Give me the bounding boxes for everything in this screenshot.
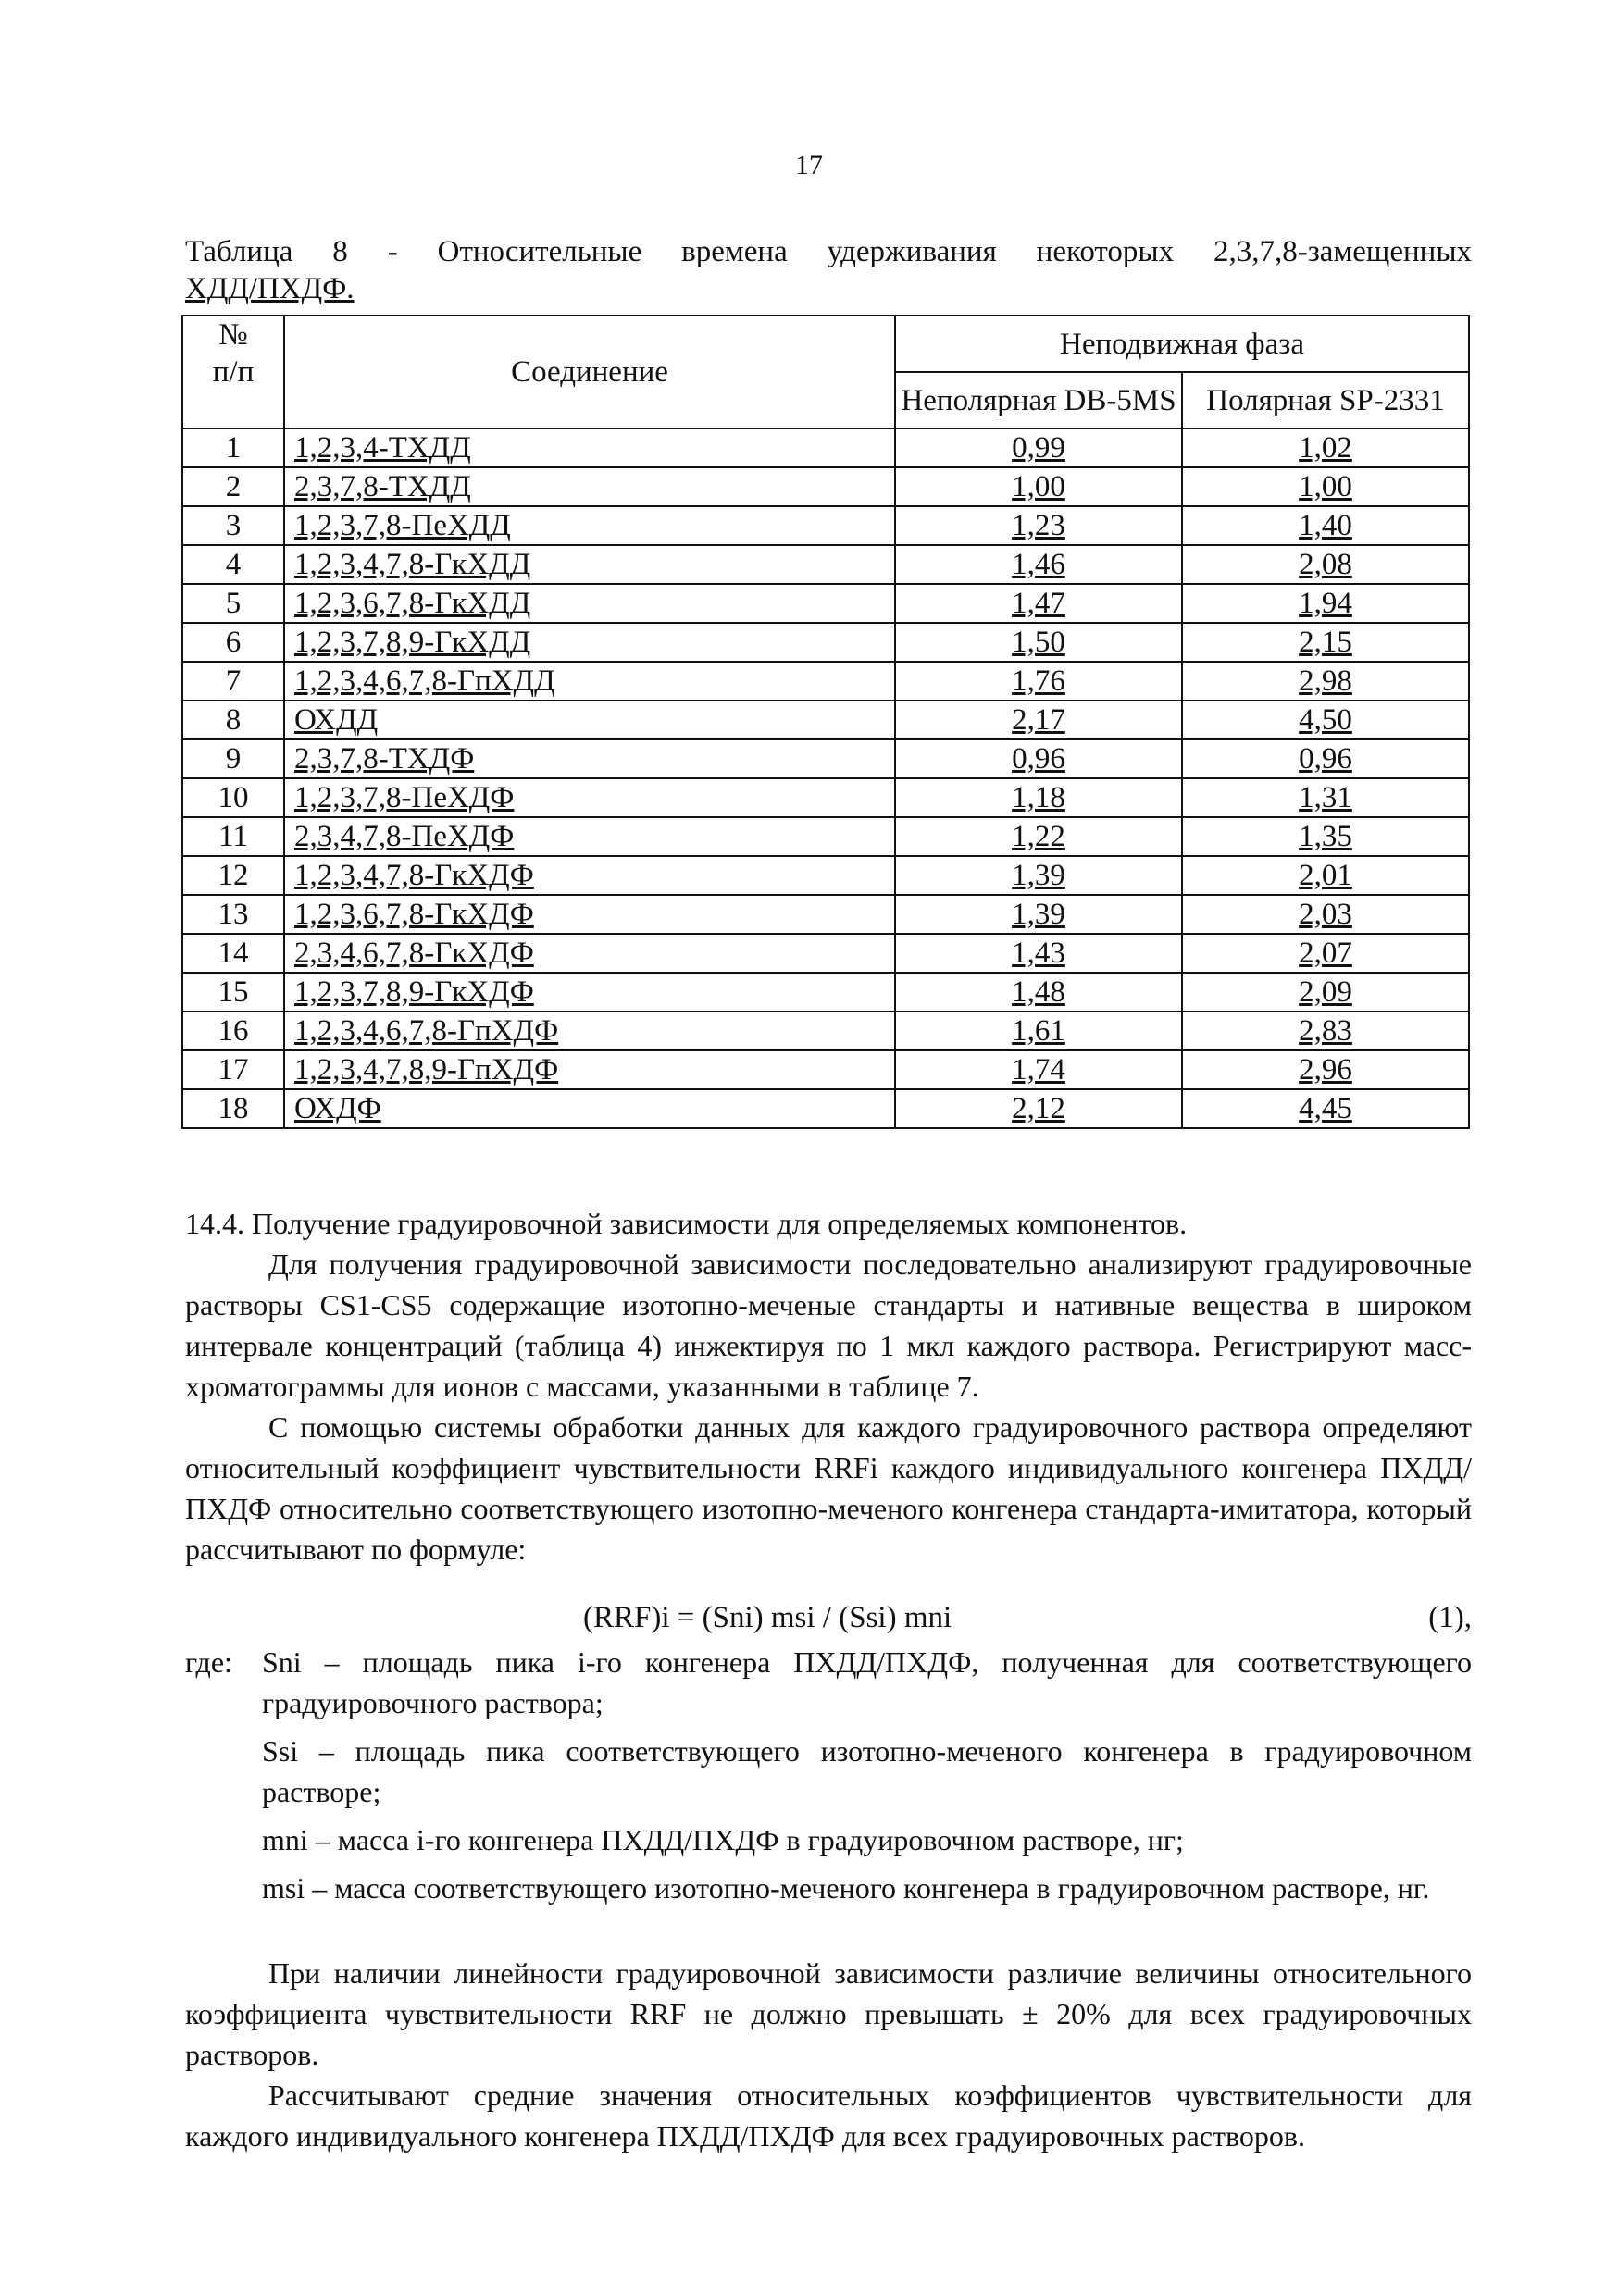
table-row (182, 623, 1469, 662)
rrt-sp2331: 4,45 (1182, 1089, 1469, 1128)
paragraph-1: Для получения градуировочной зависимости последовательно анализируют градуировочные растворы CS1-CS5 содержащие изотопно-меченые стандарты и нативные вещества в широком интервале концентраций (таблица 4) инжектируя по 1 мкл каждого раствора. Регистрируют масс-хроматограммы для ионов с массами, указанными в таблице 7. (185, 1247, 1472, 1403)
definition-item: Ssi – площадь пика соответствующего изотопно-меченого конгенера в градуировочном растворе; (262, 1734, 1472, 1808)
compound-name: ОХДФ (284, 1089, 895, 1128)
header-compound: Соединение (284, 316, 895, 428)
where-label: где: (185, 1645, 232, 1679)
row-number: 4 (182, 545, 284, 584)
table-row (182, 584, 1469, 623)
rrt-sp2331: 2,96 (1182, 1050, 1469, 1089)
definition-item: msi – масса соответствующего изотопно-меченого конгенера в градуировочном растворе, нг. (262, 1871, 1430, 1905)
table-row (182, 1011, 1469, 1050)
row-number: 2 (182, 467, 284, 506)
table-row (182, 739, 1469, 778)
rrt-db5ms: 1,46 (895, 545, 1182, 584)
row-number: 13 (182, 895, 284, 934)
row-number: 14 (182, 934, 284, 973)
rrt-db5ms: 1,61 (895, 1011, 1182, 1050)
row-number: 10 (182, 778, 284, 817)
table-row (182, 506, 1469, 545)
paragraph-3: При наличии линейности градуировочной зависимости различие величины относительного коэффициента чувствительности RRF не должно превышать ± 20% для всех градуировочных растворов. (185, 1956, 1472, 2071)
rrt-sp2331: 1,35 (1182, 817, 1469, 856)
row-number: 9 (182, 739, 284, 778)
rrt-sp2331: 1,00 (1182, 467, 1469, 506)
rrt-sp2331: 2,01 (1182, 856, 1469, 895)
rrt-db5ms: 0,99 (895, 428, 1182, 467)
header-no (182, 316, 284, 428)
rrt-sp2331: 1,31 (1182, 778, 1469, 817)
rrt-db5ms: 1,74 (895, 1050, 1182, 1089)
rrt-sp2331: 4,50 (1182, 701, 1469, 739)
rrt-db5ms: 1,39 (895, 895, 1182, 934)
rrt-db5ms: 2,12 (895, 1089, 1182, 1128)
compound-name: 1,2,3,4-ТХДД (284, 428, 895, 467)
rrt-db5ms: 1,48 (895, 973, 1182, 1011)
rrt-sp2331: 1,40 (1182, 506, 1469, 545)
rrt-sp2331: 2,08 (1182, 545, 1469, 584)
rrt-db5ms: 1,22 (895, 817, 1182, 856)
formula-number: (1), (1428, 1601, 1472, 1634)
rrt-db5ms: 0,96 (895, 739, 1182, 778)
rrt-sp2331: 2,03 (1182, 895, 1469, 934)
rrt-db5ms: 2,17 (895, 701, 1182, 739)
definition-item: mni – масса i-го конгенера ПХДД/ПХДФ в градуировочном растворе, нг; (262, 1823, 1184, 1856)
compound-name: 1,2,3,6,7,8-ГкХДД (284, 584, 895, 623)
compound-name: 1,2,3,4,6,7,8-ГпХДФ (284, 1011, 895, 1050)
table-row (182, 1050, 1469, 1089)
table-row (182, 856, 1469, 895)
compound-name: 1,2,3,7,8,9-ГкХДФ (284, 973, 895, 1011)
definitions-block (185, 1642, 1472, 1916)
rrt-sp2331: 2,09 (1182, 973, 1469, 1011)
table-caption-continued (185, 270, 355, 307)
row-number: 3 (182, 506, 284, 545)
row-number: 11 (182, 817, 284, 856)
compound-name: 2,3,7,8-ТХДФ (284, 739, 895, 778)
row-number: 1 (182, 428, 284, 467)
rrt-db5ms: 1,43 (895, 934, 1182, 973)
compound-name: 1,2,3,4,7,8,9-ГпХДФ (284, 1050, 895, 1089)
row-number: 16 (182, 1011, 284, 1050)
rrt-sp2331: 2,83 (1182, 1011, 1469, 1050)
compound-name: 1,2,3,7,8-ПеХДД (284, 506, 895, 545)
paragraph-2: С помощью системы обработки данных для каждого градуировочного раствора определяют относительный коэффициент чувствительности RRFi каждого индивидуального конгенера ПХДД/ПХДФ относительно соответствующего изотопно-меченого конгенера стандарта-имитатора, который рассчитывают по формуле: (185, 1410, 1472, 1566)
compound-name: 1,2,3,7,8,9-ГкХДД (284, 623, 895, 662)
row-number: 6 (182, 623, 284, 662)
table-row (182, 895, 1469, 934)
header-polar: Полярная SP-2331 (1182, 372, 1469, 428)
table-body (182, 428, 1469, 1128)
rrt-db5ms: 1,18 (895, 778, 1182, 817)
compound-name: 1,2,3,6,7,8-ГкХДФ (284, 895, 895, 934)
rrt-db5ms: 1,23 (895, 506, 1182, 545)
rrt-db5ms: 1,76 (895, 662, 1182, 701)
page-number: 17 (795, 150, 823, 180)
rrt-sp2331: 0,96 (1182, 739, 1469, 778)
table-row (182, 778, 1469, 817)
definition-item: Sni – площадь пика i-го конгенера ПХДД/ПХДФ, полученная для соответствующего градуировочного раствора; (262, 1645, 1472, 1719)
compound-name: 2,3,4,6,7,8-ГкХДФ (284, 934, 895, 973)
rrt-sp2331: 1,02 (1182, 428, 1469, 467)
compound-name: 1,2,3,4,7,8-ГкХДФ (284, 856, 895, 895)
row-number: 8 (182, 701, 284, 739)
rrt-db5ms: 1,00 (895, 467, 1182, 506)
compound-name: 1,2,3,4,6,7,8-ГпХДД (284, 662, 895, 701)
table-row (182, 662, 1469, 701)
table-caption: Таблица 8 - Относительные времена удерживания некоторых 2,3,7,8-замещенных (185, 235, 1472, 268)
table-row (182, 934, 1469, 973)
table-row (182, 428, 1469, 467)
row-number: 17 (182, 1050, 284, 1089)
rrt-db5ms: 1,39 (895, 856, 1182, 895)
rrt-sp2331: 1,94 (1182, 584, 1469, 623)
row-number: 7 (182, 662, 284, 701)
compound-name: 1,2,3,4,7,8-ГкХДД (284, 545, 895, 584)
rrf-formula (185, 1601, 1472, 1642)
table-row (182, 467, 1469, 506)
compound-name: ОХДД (284, 701, 895, 739)
table-row (182, 817, 1469, 856)
header-no-symbol: № (218, 318, 248, 352)
row-number: 18 (182, 1089, 284, 1128)
formula-text: (RRF)i = (Sni) msi / (Ssi) mni (583, 1601, 952, 1634)
rrt-sp2331: 2,15 (1182, 623, 1469, 662)
row-number: 12 (182, 856, 284, 895)
table-row (182, 701, 1469, 739)
table-row (182, 1089, 1469, 1128)
definitions-list (262, 1642, 1472, 1908)
header-nonpolar: Неполярная DB-5MS (895, 372, 1182, 428)
header-no-label: п/п (212, 355, 255, 389)
rrt-db5ms: 1,47 (895, 584, 1182, 623)
rrt-sp2331: 2,07 (1182, 934, 1469, 973)
rrt-db5ms: 1,50 (895, 623, 1182, 662)
retention-times-table (181, 315, 1470, 1129)
header-stationary-phase: Неподвижная фаза (895, 316, 1469, 372)
compound-name: 2,3,7,8-ТХДД (284, 467, 895, 506)
row-number: 15 (182, 973, 284, 1011)
section-heading: 14.4. Получение градуировочной зависимости для определяемых компонентов. (185, 1207, 1188, 1240)
table-row (182, 973, 1469, 1011)
table-row (182, 545, 1469, 584)
paragraph-4: Рассчитывают средние значения относительных коэффициентов чувствительности для каждого индивидуального конгенера ПХДД/ПХДФ для всех градуировочных растворов. (185, 2079, 1472, 2153)
row-number: 5 (182, 584, 284, 623)
compound-name: 1,2,3,7,8-ПеХДФ (284, 778, 895, 817)
rrt-sp2331: 2,98 (1182, 662, 1469, 701)
caption-line2-text: ХДД/ПХДФ. (185, 272, 355, 305)
compound-name: 2,3,4,7,8-ПеХДФ (284, 817, 895, 856)
